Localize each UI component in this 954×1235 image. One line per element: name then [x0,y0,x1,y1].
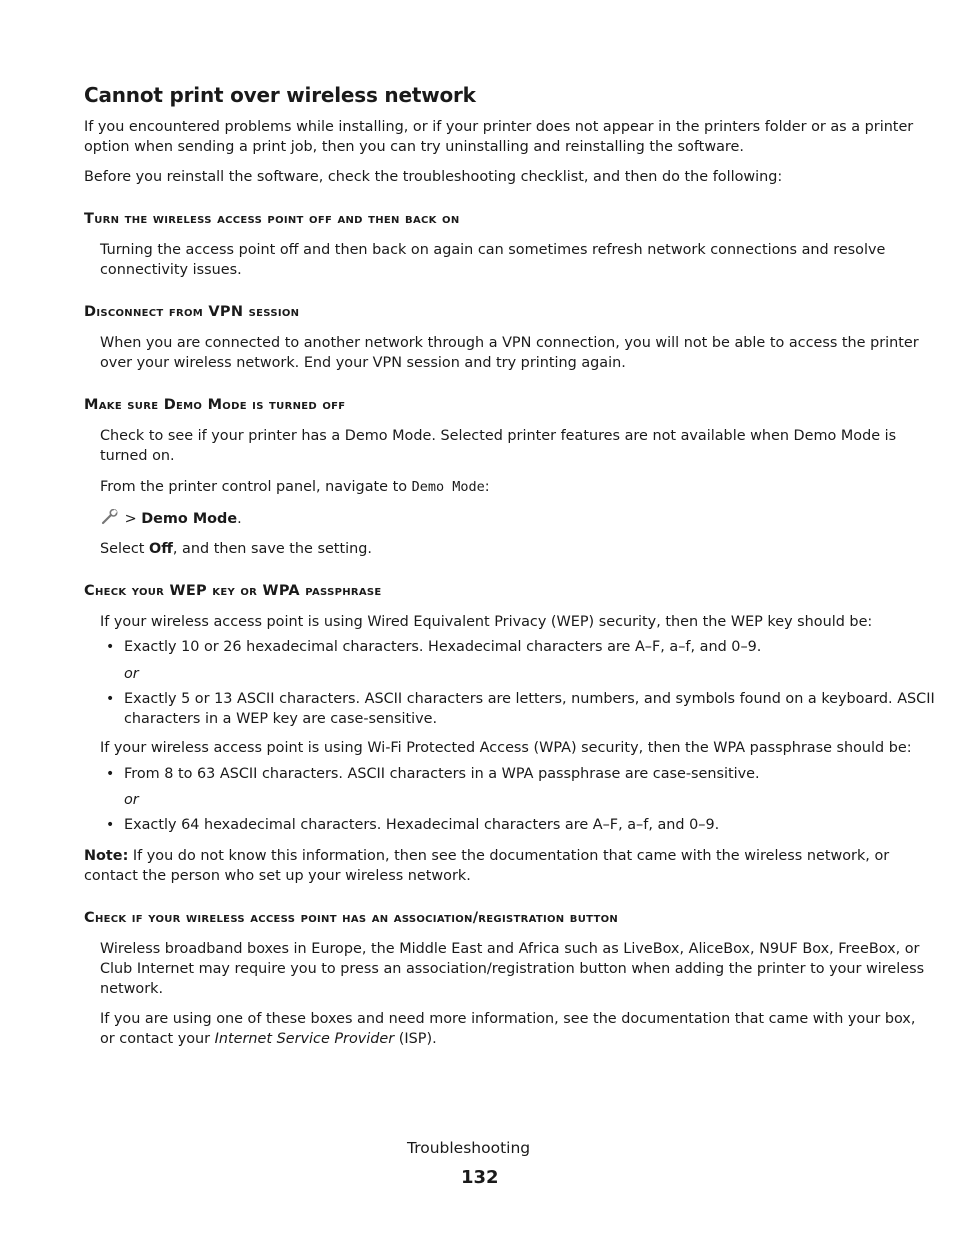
isp-suffix: (ISP). [394,1031,437,1047]
select-suffix: , and then save the setting. [172,541,372,557]
heading-wep-wpa: Check your WEP key or WPA passphrase [84,583,382,599]
list-item-text: From 8 to 63 ASCII characters. ASCII characters in a WPA passphrase are case-sensitive. [124,766,760,782]
list-item-text: characters in a WEP key are case-sensitive. [124,711,438,727]
demo-text: turned on. [100,448,175,464]
or-text: or [124,792,139,808]
select-value: Off [148,541,173,557]
select-prefix: Select [100,541,149,557]
note-text [84,846,889,866]
navigate-suffix: : [484,479,490,495]
list-item-text: Exactly 10 or 26 hexadecimal characters. Hexadecimal characters are A–F, a–f, and 0–9. [124,639,762,655]
heading-demo-mode: Make sure Demo Mode is turned off [84,397,346,413]
page-number: 132 [461,1167,499,1188]
intro-paragraph-line: If you encountered problems while installing, or if your printer does not appear in the printers folder or as a printer [84,119,914,135]
isp-prefix: or contact your [100,1031,215,1047]
demo-menu-path [100,509,242,529]
association-text: Club Internet may require you to press an association/registration button when adding the printer to your wireless [100,961,925,977]
page-title: Cannot print over wireless network [84,83,476,107]
demo-navigate-text [100,477,490,497]
vpn-text: When you are connected to another network through a VPN connection, you will not be able to access the printer [100,335,919,351]
list-item-text: Exactly 64 hexadecimal characters. Hexadecimal characters are A–F, a–f, and 0–9. [124,817,720,833]
association-text [100,1029,437,1049]
association-text: network. [100,981,164,997]
menu-path-separator: > [120,511,142,527]
wrench-icon [100,509,120,525]
access-point-text: Turning the access point off and then back on again can sometimes refresh network connections and resolve [100,242,886,258]
list-item-text: Exactly 5 or 13 ASCII characters. ASCII characters are letters, numbers, and symbols found on a keyboard. ASCII [124,691,935,707]
vpn-text: over your wireless network. End your VPN session and try printing again. [100,355,626,371]
demo-text: Check to see if your printer has a Demo Mode. Selected printer features are not available when Demo Mode is [100,428,897,444]
bullet-icon: • [106,766,115,782]
access-point-text: connectivity issues. [100,262,242,278]
heading-access-point: Turn the wireless access point off and then back on [84,211,460,227]
isp-name: Internet Service Provider [214,1031,395,1047]
navigate-code: Demo Mode [411,479,485,495]
menu-path-item: Demo Mode [141,511,238,527]
note-line: contact the person who set up your wireless network. [84,868,471,884]
heading-association-button: Check if your wireless access point has an association/registration button [84,910,619,926]
heading-vpn: Disconnect from VPN session [84,304,300,320]
or-text: or [124,666,139,682]
association-text: Wireless broadband boxes in Europe, the Middle East and Africa such as LiveBox, AliceBox, N9UF Box, FreeBox, or [100,941,920,957]
footer-section-name: Troubleshooting [407,1139,531,1157]
intro-paragraph-line: option when sending a print job, then you can try uninstalling and reinstalling the software. [84,139,744,155]
demo-select-text [100,539,372,559]
bullet-icon: • [106,639,115,655]
wep-intro-text: If your wireless access point is using Wired Equivalent Privacy (WEP) security, then the WEP key should be: [100,614,873,630]
note-label: Note: [84,848,129,864]
wpa-intro-text: If your wireless access point is using Wi-Fi Protected Access (WPA) security, then the WPA passphrase should be: [100,740,912,756]
note-line: If you do not know this information, then see the documentation that came with the wireless network, or [128,848,890,864]
menu-path-end: . [237,511,242,527]
navigate-prefix: From the printer control panel, navigate to [100,479,412,495]
intro-checklist-text: Before you reinstall the software, check the troubleshooting checklist, and then do the following: [84,169,783,185]
bullet-icon: • [106,817,115,833]
association-text: If you are using one of these boxes and need more information, see the documentation that came with your box, [100,1011,916,1027]
bullet-icon: • [106,691,115,707]
